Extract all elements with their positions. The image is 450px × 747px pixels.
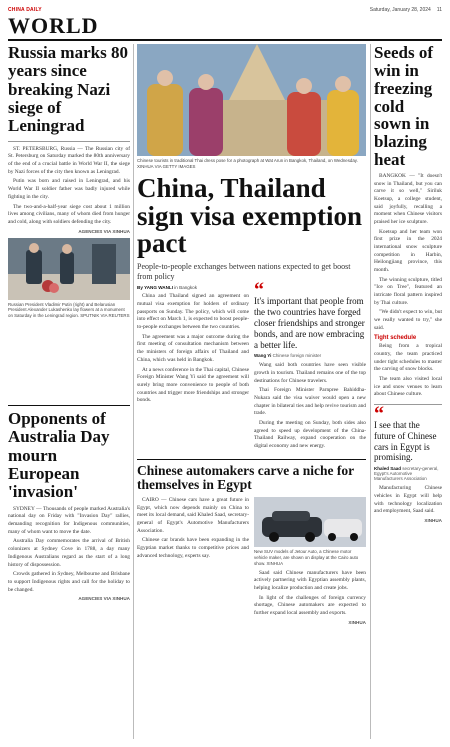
leningrad-photo xyxy=(8,238,130,300)
paragraph: The team also visited local ice and snow venues to learn about Chinese culture. xyxy=(374,376,442,398)
header-rule xyxy=(8,39,442,41)
page-number: 11 xyxy=(436,7,442,13)
divider xyxy=(374,404,442,405)
pull-quote-role: secretary-general, Egypt's Automotive Manufacturers Association xyxy=(374,466,439,482)
column-divider xyxy=(370,44,371,739)
paragraph: At a news conference in the Thai capital, Chinese Foreign Minister Wang Yi said the agreement will surely bring more convenience to people of both countries and trigger more friendships and stronger bonds. xyxy=(137,366,249,404)
divider xyxy=(137,459,366,460)
agency-credit: AGENCIES VIA XINHUA xyxy=(78,228,130,234)
egypt-headline: Chinese automakers carve a niche for themselves in Egypt xyxy=(137,462,354,493)
leningrad-story xyxy=(8,44,130,319)
egypt-body xyxy=(137,497,249,560)
seeds-body xyxy=(374,173,442,332)
egypt-photo-image xyxy=(254,497,366,547)
paragraph: CAIRO — Chinese cars have a great future in Egypt, which now depends mainly on China to meet its local demand, said Khaled Saad, secretary-general of Egypt's Automotive Manufacturers Association. xyxy=(137,496,249,534)
paragraph: Australia Day commemorates the arrival of British colonizers at Sydney Cove in 1788, a day many Indigenous Australians regard as the start of a long history of dispossession. xyxy=(8,538,130,568)
byline-location: in Bangkok xyxy=(174,285,198,291)
paragraph: China and Thailand signed an agreement on mutual visa exemption for holders of ordinary passports on Sunday. The policy, which will come into effect on March 1, is expected to boost people-to-people exchanges between the two countries. xyxy=(137,293,249,331)
leningrad-photo-image xyxy=(8,238,130,300)
leningrad-body xyxy=(8,146,130,227)
pull-quote-name: Wang Yi xyxy=(254,353,272,359)
agency-credit: XINHUA xyxy=(424,517,442,523)
pull-quote-name: Khaled Saad xyxy=(374,466,402,472)
paragraph: The agreement was a major outcome during the first meeting of consultation mechanism between the ministers of foreign affairs of Thailand and China, which was held in Bangkok. xyxy=(137,333,249,363)
pull-quote-text: It's important that people from the two countries have forged closer friendships and stronger bonds, and are now embracing a better life. xyxy=(254,296,365,350)
pull-quote xyxy=(254,279,366,350)
paragraph: BANGKOK — "It doesn't snow in Thailand, but you can carve it so well," Siriluk Koetsup, a college student, said joyfully, recalling a moment when Chinese visitors praised her ice sculpture. xyxy=(374,172,442,225)
thailand-photo xyxy=(137,44,366,156)
pull-quote xyxy=(374,403,442,463)
byline xyxy=(137,285,249,290)
paragraph: Being from a tropical country, the team practiced under tight schedules to master the carving of snow blocks. xyxy=(374,343,442,373)
leningrad-caption: Russian President Vladimir Putin (right) and Belarusian President Alexander Lukashenko lay flowers at a monument on Saturday in the Leningrad region. SPUTNIK VIA REUTERS xyxy=(8,301,130,319)
paragraph: Crowds gathered in Sydney, Melbourne and Brisbane to support Indigenous rights and call for the holiday to be changed. xyxy=(8,571,130,593)
paragraph: Chinese car brands have been expanding in the Egyptian market thanks to competitive prices and advanced technology, experts say. xyxy=(137,537,249,559)
quote-mark-icon: “ xyxy=(374,403,384,426)
pull-quote-text: I see that the future of Chinese cars in Egypt is promising. xyxy=(374,420,437,463)
seeds-body-3 xyxy=(374,485,442,516)
paragraph: SYDNEY — Thousands of people marked Australia's national day on Friday with "Invasion Day" rallies, demanding recognition for Indigenous communities, many of whom want to move the date. xyxy=(8,505,130,535)
paragraph: The two-and-a-half-year siege cost about 1 million lives among civilians, many of whom died from hunger and cold, along with soldiers defending the city. xyxy=(8,203,130,225)
column-divider xyxy=(133,44,134,739)
agency-credit: XINHUA xyxy=(348,619,366,625)
paragraph: ST. PETERSBURG, Russia — The Russian city of St. Petersburg on Saturday marked the 80th anniversary of the end of a crucial battle in World War II, the siege by Nazi forces of the city then known as Leningrad. xyxy=(8,145,130,175)
egypt-body-2 xyxy=(254,570,366,618)
quote-mark-icon: “ xyxy=(254,279,264,302)
divider xyxy=(8,141,130,142)
pull-quote-source xyxy=(374,466,442,481)
thailand-photo-image xyxy=(137,44,366,156)
thailand-caption: Chinese tourists in traditional Thai dress pose for a photograph at Wat Arun in Bangkok, Thailand, on Wednesday. XINHUA VIA GETTY IMAGES xyxy=(137,158,358,169)
seeds-story xyxy=(374,44,442,523)
china-thailand-story xyxy=(137,44,366,625)
egypt-photo xyxy=(254,497,366,547)
china-thailand-deck: People-to-people exchanges between nations expected to get boost from policy xyxy=(137,262,351,281)
paragraph: Saad said Chinese manufacturers have been actively partnering with Egyptian assembly plants, helping localize production and create jobs. xyxy=(254,569,366,592)
australia-body xyxy=(8,506,130,594)
egypt-caption: New SUV models of Jetour Auto, a Chinese motor vehicle maker, are shown on display at the Cairo auto show. XINHUA xyxy=(254,548,359,566)
issue-date: Saturday, January 28, 2024 xyxy=(369,7,431,13)
agency-credit: AGENCIES VIA XINHUA xyxy=(78,596,130,602)
paragraph: Koetsup and her team won first prize in the 2024 international snow sculpture competition in Harbin, Heilongjiang province, this month. xyxy=(374,228,442,273)
pull-quote-role: Chinese foreign minister xyxy=(272,353,322,359)
australia-headline: Opponents of Australia Day mourn European 'invasion' xyxy=(8,409,110,502)
paragraph: Thai Foreign Minister Parnpree Bahiddha-Nukara said the visa waiver would open a new chapter in bilateral ties and help revive tourism and trade. xyxy=(254,387,366,417)
seeds-headline: Seeds of win in freezing cold sown in blazing heat xyxy=(374,44,434,170)
paragraph: Manufacturing Chinese vehicles in Egypt will help with technology localization and employment, Saad said. xyxy=(374,485,442,515)
paragraph: In light of the challenges of foreign currency shortage, Chinese automakers are expected to further expand local assembly and exports. xyxy=(254,594,366,617)
paragraph: During the meeting on Sunday, both sides also agreed to speed up development of the China-Thailand Railway, expand cooperation on the digital economy and new energy. xyxy=(254,420,366,450)
byline-name: By YANG WANLI xyxy=(137,285,173,291)
australia-story xyxy=(8,405,130,601)
china-thailand-headline: China, Thailand sign visa exemption pact xyxy=(137,172,363,259)
paragraph: The winning sculpture, titled "Ice on Tree", featured an intricate floral pattern inspired by Thai culture. xyxy=(374,276,442,306)
section-title: WORLD xyxy=(8,13,99,38)
divider xyxy=(8,405,130,406)
seeds-body-2 xyxy=(374,343,442,399)
seeds-subhead: Tight schedule xyxy=(374,335,417,342)
paragraph: Wang said both countries have seen visible growth in tourism. Thailand remains one of the top destinations for Chinese travelers. xyxy=(254,362,366,384)
china-thailand-body-2 xyxy=(254,362,366,450)
china-thailand-body xyxy=(137,293,249,404)
paragraph: Putin was born and raised in Leningrad, and his World War II soldier father was badly injured while fighting in the city. xyxy=(8,178,130,200)
brand-name: CHINA DAILY xyxy=(8,7,42,13)
leningrad-headline: Russia marks 80 years since breaking Nazi siege of Leningrad xyxy=(8,44,128,136)
paragraph: "We didn't expect to win, but we really wanted to try," she said. xyxy=(374,309,442,331)
pull-quote-source xyxy=(254,353,366,358)
